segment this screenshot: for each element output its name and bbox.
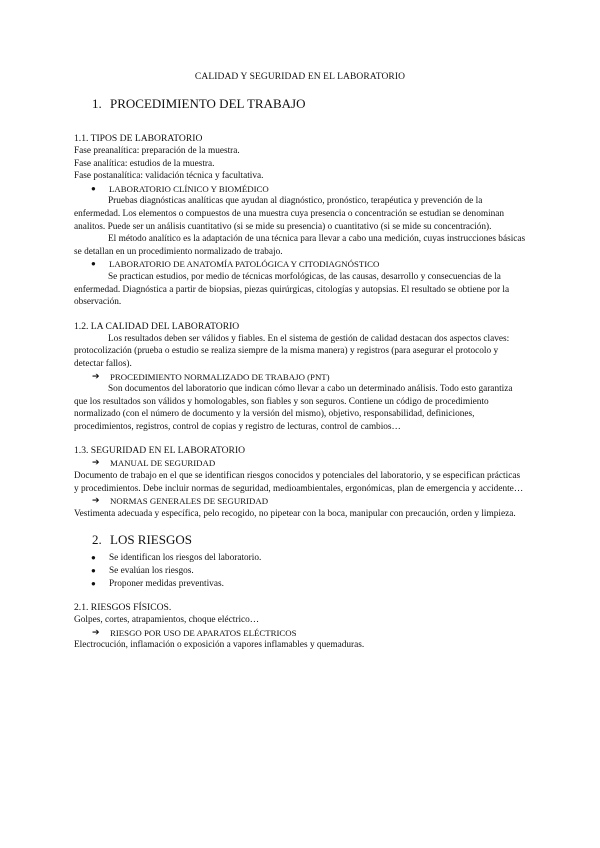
section-title: LOS RIESGOS [110,532,192,548]
arrow-icon: ➔ [92,496,100,507]
arrow-item [74,371,526,384]
bullet-text: Se identifican los riesgos del laboratorio. [109,553,262,564]
subsection-2-1-heading: 2.1. RIESGOS FÍSICOS. [74,602,172,614]
paragraph: Vestimenta adecuada y específica, pelo recogido, no pipetear con la boca, manipular con precaución, orden y limpieza. [74,508,516,519]
bullet-item [74,183,526,196]
arrow-icon: ➔ [92,371,100,382]
arrow-item [74,457,526,470]
paragraph: Se practican estudios, por medio de técnicas morfológicas, de las causas, desarrollo y consecuencias de la enfermedad. Diagnóstica a partir de biopsias, piezas quirúrgicas, citologías y autopsias. El resultado se obtiene por la observación. [74,271,510,308]
bullet-item [74,565,526,578]
text-line: Fase analítica: estudios de la muestra. [74,158,215,169]
section-title: PROCEDIMIENTO DEL TRABAJO [110,96,306,111]
paragraph: Electrocución, inflamación o exposición a vapores inflamables y quemaduras. [74,640,365,651]
arrow-title: MANUAL DE SEGURIDAD [110,458,216,469]
paragraph: Los resultados deben ser válidos y fiables. En el sistema de gestión de calidad destacan dos aspectos claves: protocolización (prueba o estudio se realiza siempre de la misma manera) y registros (para asegurar el protocolo y detectar fallos). [74,333,510,369]
bullet-text: Se evalúan los riesgos. [109,566,194,577]
section-number: 1. [92,96,102,111]
paragraph: El método analítico es la adaptación de una técnica para llevar a cabo una medición, cuyas instrucciones básicas se detallan en un procedimiento normalizado de trabajo. [74,234,526,257]
paragraph: Son documentos del laboratorio que indican cómo llevar a cabo un determinado análisis. Todo esto garantiza que los resultados son válidos y homologables, son fiables y son seguros. Contiene un código de procedimiento normalizado (con el número de documento y la versión del mismo), objetivo, responsabilidad, definiciones, procedimientos, registros, control de copias y registro de lecturas, control de cambios… [74,384,513,432]
arrow-item [74,495,526,508]
arrow-title: NORMAS GENERALES DE SEGURIDAD [110,496,269,507]
bullet-item [74,578,526,591]
bullet-item [74,552,526,565]
section-number: 2. [92,532,102,548]
bullet-title: LABORATORIO DE ANATOMÍA PATOLÓGICA Y CITODIAGNÓSTICO [109,259,380,270]
bullet-title: LABORATORIO CLÍNICO Y BIOMÉDICO [109,183,269,194]
text-line: Fase postanalítica: validación técnica y facultativa. [74,171,264,182]
text-line: Fase preanalítica: preparación de la muestra. [74,146,240,156]
arrow-title: PROCEDIMIENTO NORMALIZADO DE TRABAJO (PNT) [110,371,330,382]
arrow-item [74,627,526,640]
paragraph: Pruebas diagnósticas analíticas que ayudan al diagnóstico, pronóstico, terapéutica y prevención de la enfermedad. Los elementos o compuestos de una muestra cuya presencia o concentración se estudian se denominan analitos. Puede ser un análisis cuantitativo (si se mide su presencia) o cuantitativo (si se mide su concentración). [74,196,505,232]
bullet-item [74,258,526,271]
subsection-1-1-heading: 1.1. TIPOS DE LABORATORIO [74,133,203,144]
document-body [74,96,526,652]
bullet-icon: ● [91,259,96,269]
bullet-icon: ● [91,553,96,563]
arrow-icon: ➔ [92,458,100,469]
bullet-text: Proponer medidas preventivas. [109,578,224,589]
text-line: Golpes, cortes, atrapamientos, choque eléctrico… [74,615,260,626]
bullet-icon: ● [91,183,96,193]
subsection-1-2-heading: 1.2. LA CALIDAD DEL LABORATORIO [74,320,240,332]
subsection-1-3-heading: 1.3. SEGURIDAD EN EL LABORATORIO [74,445,246,457]
section-2-heading [92,532,526,548]
document-title: CALIDAD Y SEGURIDAD EN EL LABORATORIO [194,72,406,82]
bullet-icon: ● [91,566,96,576]
section-1-heading [92,96,526,112]
arrow-icon: ➔ [92,627,100,638]
arrow-title: RIESGO POR USO DE APARATOS ELÉCTRICOS [110,627,297,638]
paragraph: Documento de trabajo en el que se identifican riesgos conocidos y potenciales del laboratorio, y se especifican prácticas y procedimientos. Debe incluir normas de seguridad, medioambientales, ergonómicas, plan de emergencia y accidente… [74,471,524,494]
bullet-icon: ● [91,578,96,588]
